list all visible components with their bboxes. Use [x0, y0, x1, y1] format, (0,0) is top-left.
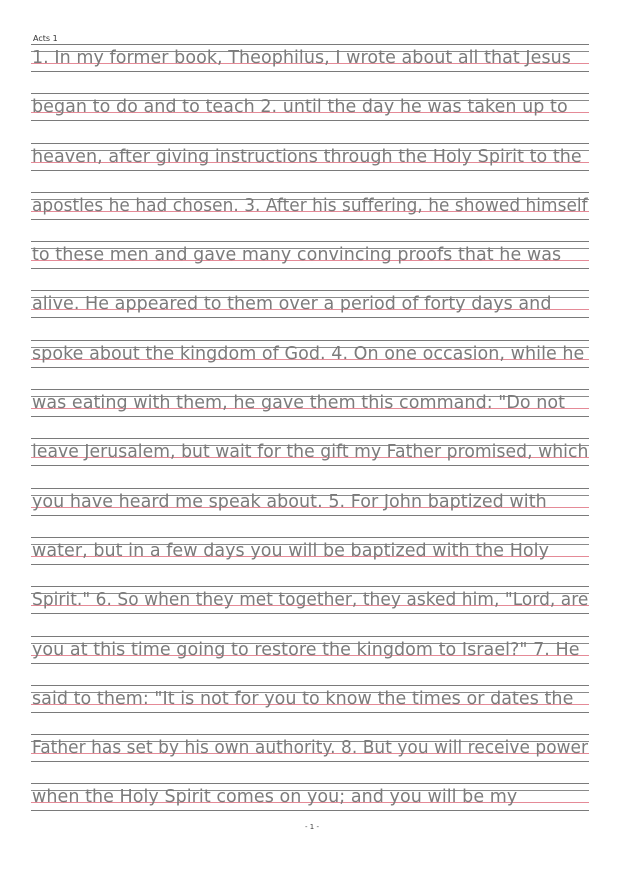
handwriting-practice-area	[31, 44, 589, 833]
tracing-text: Spirit." 6. So when they met together, they asked him, "Lord, are	[32, 590, 589, 611]
guide-line-bottom	[31, 367, 589, 368]
tracing-text: you at this time going to restore the kingdom to Israel?" 7. He	[32, 639, 580, 660]
guide-line-top	[31, 44, 589, 45]
guide-line-bottom	[31, 317, 589, 318]
practice-line	[31, 586, 589, 635]
tracing-text: began to do and to teach 2. until the day he was taken up to	[32, 97, 568, 118]
guide-line-top	[31, 636, 589, 637]
tracing-text: apostles he had chosen. 3. After his suffering, he showed himself	[32, 195, 588, 216]
practice-line	[31, 290, 589, 339]
guide-line-bottom	[31, 219, 589, 220]
guide-line-top	[31, 586, 589, 587]
guide-line-bottom	[31, 268, 589, 269]
practice-line	[31, 241, 589, 290]
guide-line-top	[31, 685, 589, 686]
guide-line-bottom	[31, 120, 589, 121]
guide-line-bottom	[31, 564, 589, 565]
guide-line-bottom	[31, 712, 589, 713]
practice-line	[31, 389, 589, 438]
tracing-text: you have heard me speak about. 5. For John baptized with	[32, 491, 547, 512]
guide-line-top	[31, 241, 589, 242]
tracing-text: water, but in a few days you will be baptized with the Holy	[32, 540, 549, 561]
guide-line-bottom	[31, 810, 589, 811]
tracing-text: was eating with them, he gave them this command: "Do not	[32, 393, 566, 414]
guide-line-bottom	[31, 761, 589, 762]
tracing-text: heaven, after giving instructions through the Holy Spirit to the	[32, 146, 582, 167]
tracing-text: alive. He appeared to them over a period of forty days and	[32, 294, 552, 315]
guide-line-top	[31, 488, 589, 489]
guide-line-top	[31, 783, 589, 784]
practice-line	[31, 44, 589, 93]
practice-line	[31, 192, 589, 241]
practice-line	[31, 685, 589, 734]
guide-line-bottom	[31, 170, 589, 171]
guide-line-top	[31, 389, 589, 390]
guide-line-top	[31, 734, 589, 735]
guide-line-top	[31, 537, 589, 538]
tracing-text: to these men and gave many convincing proofs that he was	[32, 245, 562, 266]
guide-line-top	[31, 143, 589, 144]
guide-line-bottom	[31, 663, 589, 664]
guide-line-top	[31, 93, 589, 94]
tracing-text: leave Jerusalem, but wait for the gift my Father promised, which	[32, 442, 589, 463]
practice-line	[31, 143, 589, 192]
guide-line-bottom	[31, 71, 589, 72]
guide-line-bottom	[31, 416, 589, 417]
tracing-text: when the Holy Spirit comes on you; and you will be my	[32, 787, 518, 808]
practice-line	[31, 340, 589, 389]
guide-line-top	[31, 290, 589, 291]
practice-line	[31, 438, 589, 487]
practice-line	[31, 734, 589, 783]
tracing-text: Father has set by his own authority. 8. But you will receive power	[32, 738, 589, 759]
tracing-text: spoke about the kingdom of God. 4. On one occasion, while he	[32, 343, 585, 364]
guide-line-bottom	[31, 613, 589, 614]
tracing-text: 1. In my former book, Theophilus, I wrote about all that Jesus	[32, 48, 571, 68]
practice-line	[31, 488, 589, 537]
practice-line	[31, 636, 589, 685]
practice-line	[31, 537, 589, 586]
guide-line-top	[31, 438, 589, 439]
guide-line-top	[31, 340, 589, 341]
guide-line-bottom	[31, 465, 589, 466]
page-title: Acts 1	[33, 34, 58, 43]
practice-line	[31, 93, 589, 142]
guide-line-top	[31, 192, 589, 193]
guide-line-bottom	[31, 515, 589, 516]
page-number: - 1 -	[305, 823, 319, 831]
tracing-text: said to them: "It is not for you to know the times or dates the	[32, 688, 574, 709]
